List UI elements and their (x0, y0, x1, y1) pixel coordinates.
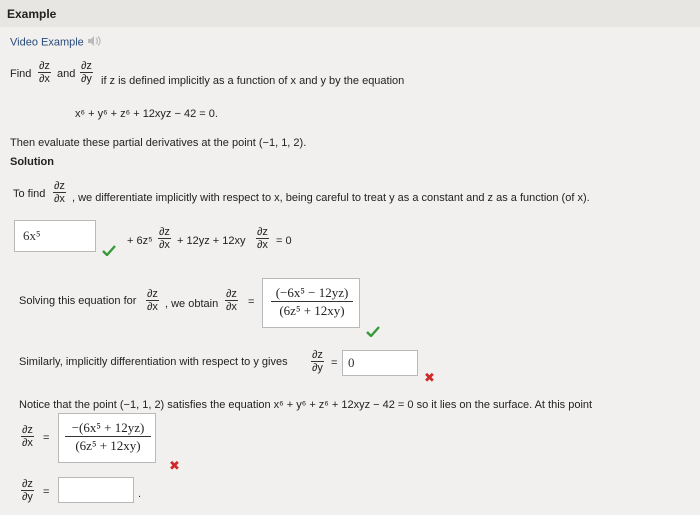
answer-box-4-fraction (65, 419, 151, 454)
eq1-term-a: + 6z⁵ (127, 235, 153, 247)
speaker-icon[interactable] (87, 35, 101, 50)
main-equation: x⁶ + y⁶ + z⁶ + 12xyz − 42 = 0. (75, 108, 218, 120)
check-icon-2 (366, 326, 380, 340)
eq1-term-c: = 0 (276, 235, 292, 247)
section-title: Example (7, 7, 57, 21)
equals-4: = (43, 486, 50, 498)
to-find-label: To find (13, 188, 46, 200)
answer-box-3-value: 0 (348, 355, 355, 370)
cross-icon: ✖ (424, 370, 435, 385)
dz-dx-fraction-4: $\frac{\partial z}{\partial x}$ (257, 226, 268, 251)
equals-3: = (43, 432, 50, 444)
similarly-text: Similarly, implicitly differentiation with respect to y gives (19, 356, 288, 368)
find-label: Find (10, 68, 32, 80)
answer-box-1-value: 6x⁵ (23, 228, 41, 243)
period: . (138, 488, 142, 500)
header-bar (0, 0, 700, 27)
we-obtain-text: , we obtain (165, 298, 219, 310)
answer-box-2[interactable] (262, 278, 360, 328)
dz-dy-fraction-3: $\frac{\partial z}{\partial y}$ (22, 478, 33, 503)
and-label: and (57, 68, 76, 80)
answer-box-5[interactable] (58, 477, 134, 503)
solution-heading: Solution (10, 156, 54, 168)
video-example-label: Video Example (10, 36, 84, 49)
answer-box-2-denominator: (6z⁵ + 12xy) (271, 301, 353, 319)
equals-1: = (248, 296, 255, 308)
video-example-link[interactable] (10, 35, 101, 50)
notice-text: Notice that the point (−1, 1, 2) satisfies the equation x⁶ + y⁶ + z⁶ + 12xyz − 42 = 0 so it lies on the surface. At this point (19, 399, 593, 411)
evaluate-text: Then evaluate these partial derivatives at the point (−1, 1, 2). (10, 137, 307, 149)
check-icon (102, 245, 116, 259)
dz-dx-fraction-6: $\frac{\partial z}{\partial x}$ (226, 288, 237, 313)
answer-box-4-denominator: (6z⁵ + 12xy) (65, 436, 151, 454)
dz-dy-fraction: $\frac{\partial z}{\partial y}$ (81, 60, 92, 85)
eq1-term-b: + 12yz + 12xy (177, 235, 246, 247)
dz-dx-fraction-3: $\frac{\partial z}{\partial x}$ (159, 226, 170, 251)
answer-box-3[interactable] (342, 350, 418, 376)
dz-dx-fraction: $\frac{\partial z}{\partial x}$ (39, 60, 50, 85)
solving-text: Solving this equation for (19, 295, 137, 307)
to-find-rest: , we differentiate implicitly with respect to x, being careful to treat y as a constant and z as a function (of x). (72, 192, 590, 204)
answer-box-4[interactable] (58, 413, 156, 463)
dz-dy-fraction-2: $\frac{\partial z}{\partial y}$ (312, 349, 323, 374)
answer-box-4-numerator: −(6x⁵ + 12yz) (71, 420, 145, 435)
equals-2: = (331, 357, 338, 369)
answer-box-2-fraction (271, 284, 353, 319)
dz-dx-fraction-5: $\frac{\partial z}{\partial x}$ (147, 288, 158, 313)
dz-dx-fraction-2: $\frac{\partial z}{\partial x}$ (54, 180, 65, 205)
answer-box-2-numerator: (−6x⁵ − 12yz) (275, 285, 349, 300)
cross-icon-2: ✖ (169, 458, 180, 473)
answer-box-1[interactable] (14, 220, 96, 252)
dz-dx-fraction-7: $\frac{\partial z}{\partial x}$ (22, 424, 33, 449)
find-rest: if z is defined implicitly as a function of x and y by the equation (101, 75, 405, 87)
